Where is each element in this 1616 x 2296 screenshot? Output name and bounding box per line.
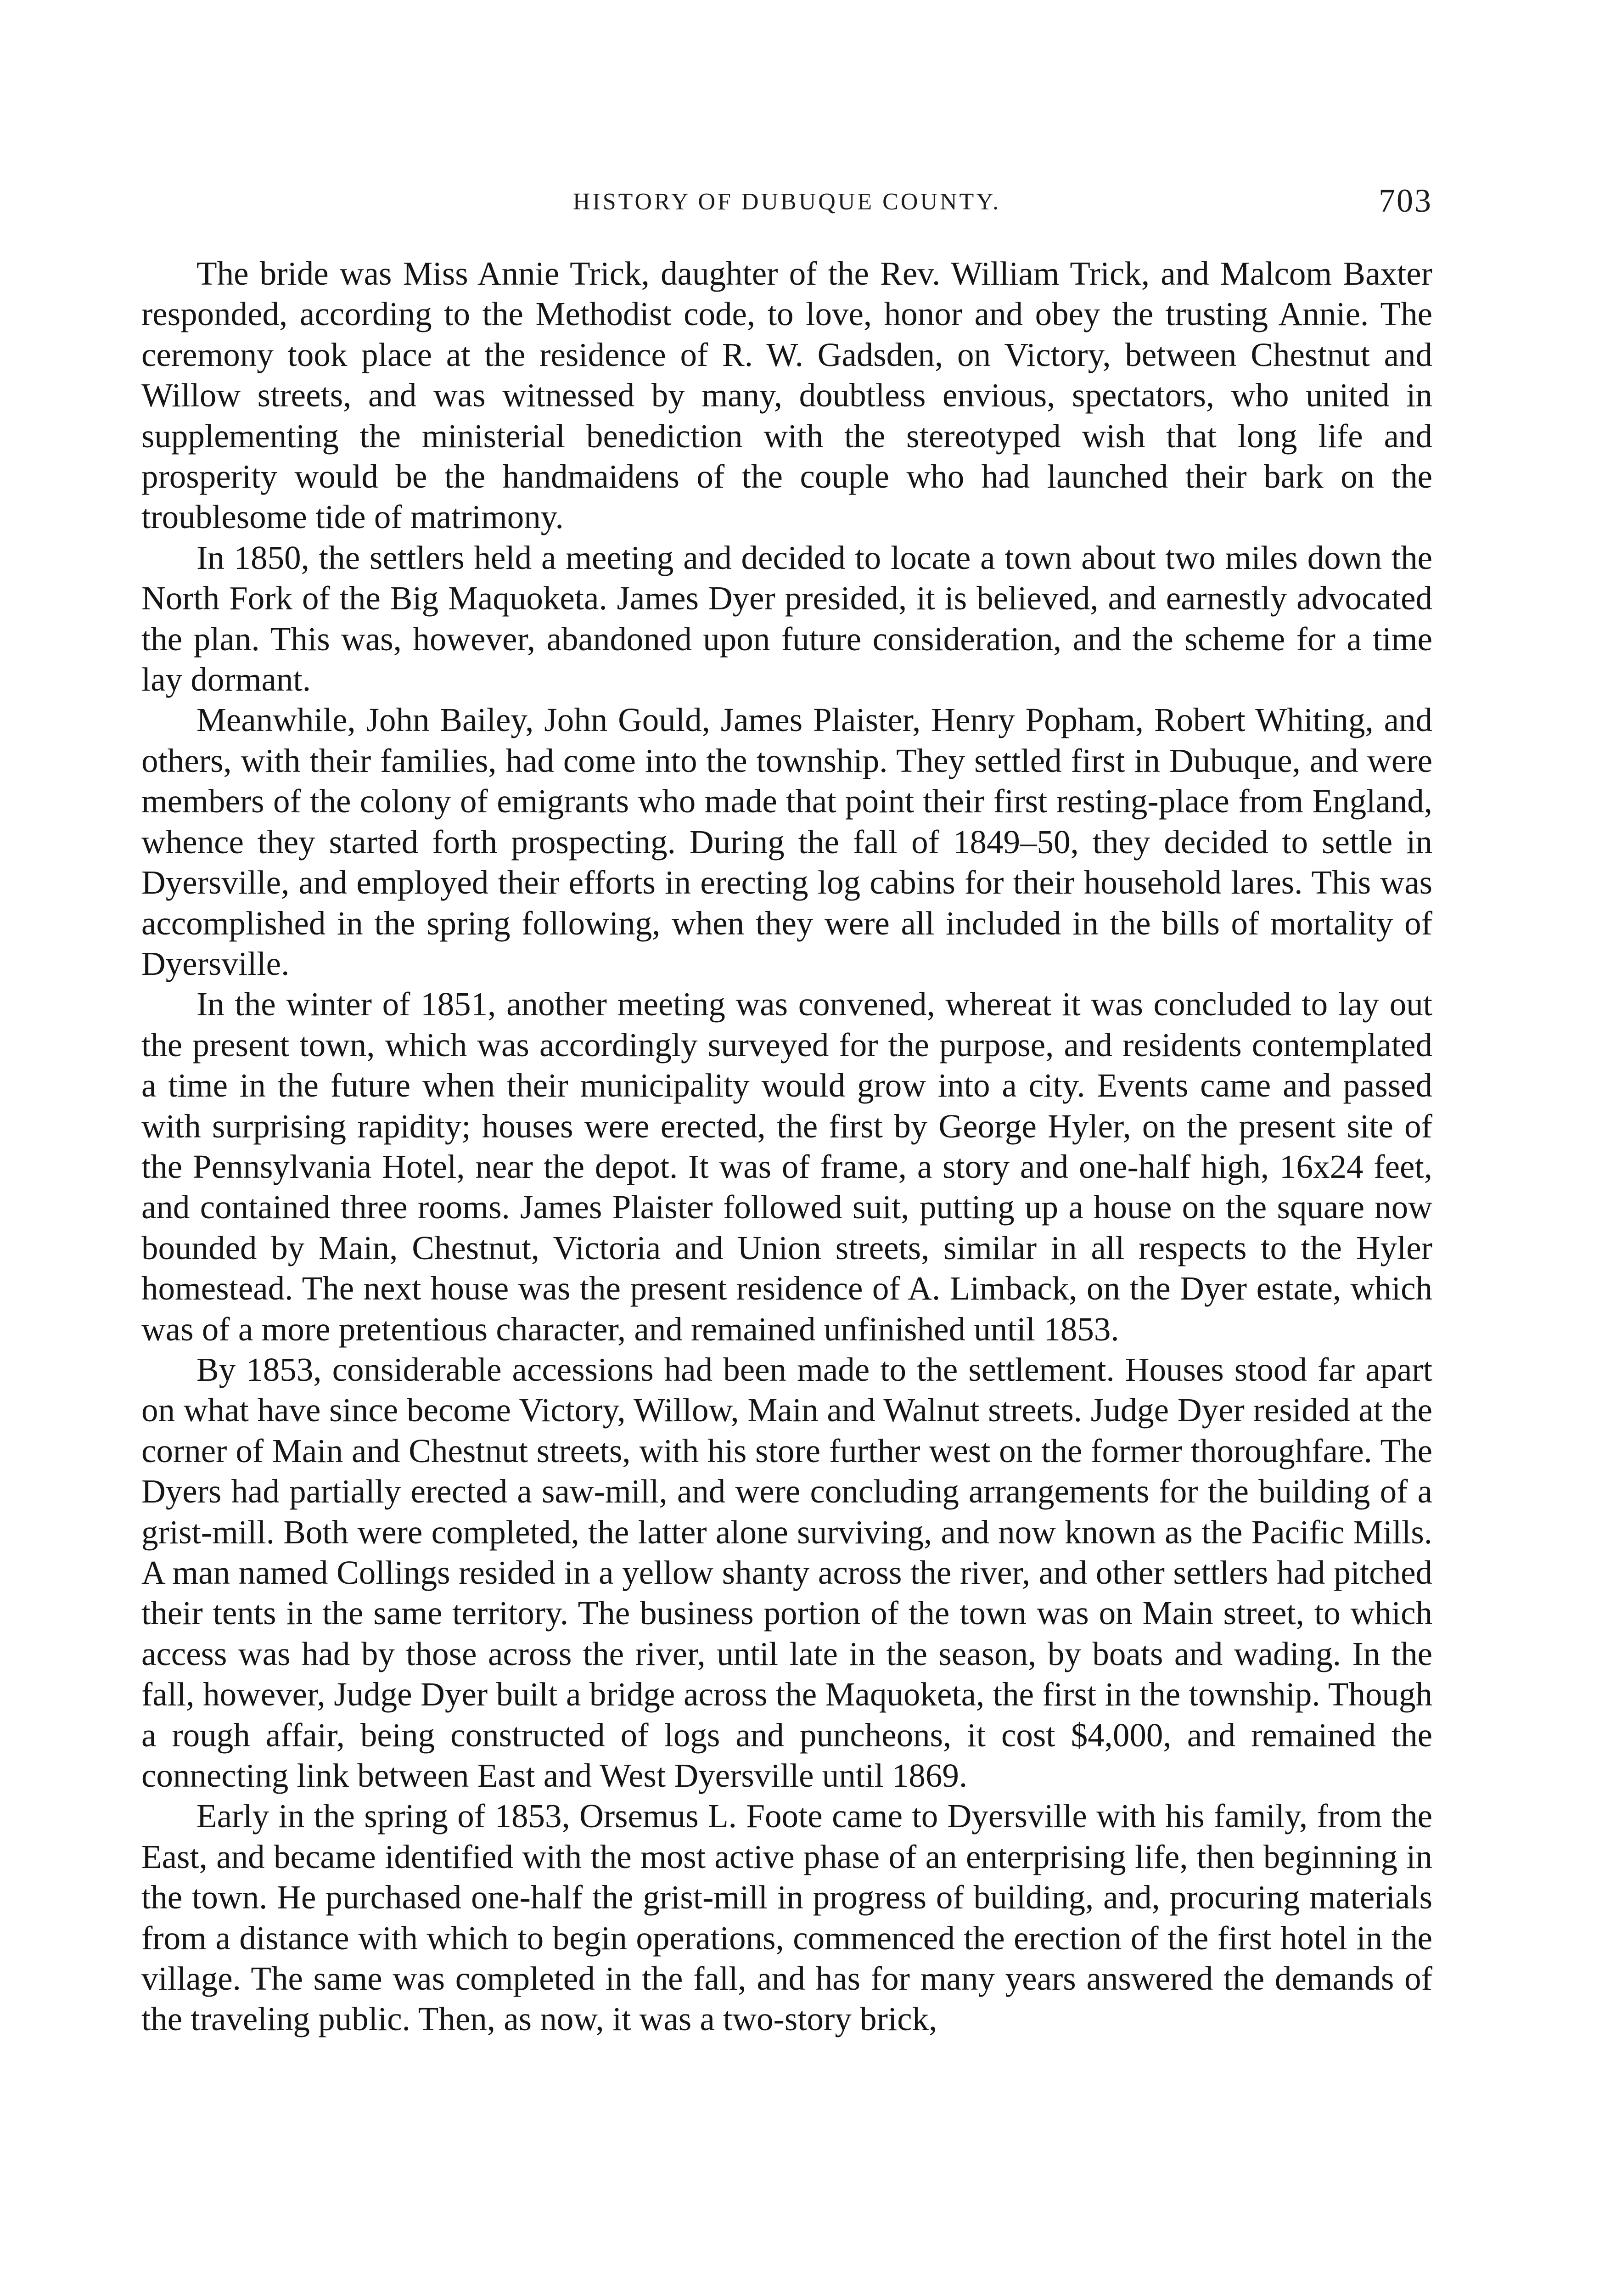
running-title: HISTORY OF DUBUQUE COUNTY. [572, 189, 1001, 215]
paragraph-foote-hotel: Early in the spring of 1853, Orsemus L. Foote came to Dyersville with his family, from the East, and became identified with the most active phase of an enterprising life, then beginning in the town. He purchased one-half the grist-mill in progress of building, and, procuring materials from a distance with which to begin operations, commenced the erection of the first hotel in the village. The same was completed in the fall, and has for many years answered the demands of the traveling public. Then, as now, it was a two-story brick, [141, 1797, 1432, 2038]
paragraph-bride: The bride was Miss Annie Trick, daughter of the Rev. William Trick, and Malcom Baxter responded, according to the Methodist code, to love, honor and obey the trusting Annie. The ceremony took place at the residence of R. W. Gadsden, on Victory, between Chestnut and Willow streets, and was witnessed by many, doubtless envious, spectators, who united in supplementing the ministerial benediction with the stereotyped wish that long life and prosperity would be the handmaidens of the couple who had launched their bark on the troublesome tide of matrimony. [141, 255, 1432, 536]
page-header [141, 180, 1432, 226]
paragraph-settlers-arrival: Meanwhile, John Bailey, John Gould, James Plaister, Henry Popham, Robert Whiting, and others, with their families, had come into the township. They settled first in Dubuque, and were members of the colony of emigrants who made that point their first resting-place from England, whence they started forth prospecting. During the fall of 1849–50, they decided to settle in Dyersville, and employed their efforts in erecting log cabins for their household lares. This was accomplished in the spring following, when they were all included in the bills of mortality of Dyersville. [141, 701, 1432, 982]
page-number: 703 [1379, 182, 1432, 219]
body-text [141, 253, 1432, 2040]
paragraph-1853-settlement: By 1853, considerable accessions had been made to the settlement. Houses stood far apart on what have since become Victory, Willow, Main and Walnut streets. Judge Dyer resided at the corner of Main and Chestnut streets, with his store further west on the former thoroughfare. The Dyers had partially erected a saw-mill, and were concluding arrangements for the building of a grist-mill. Both were completed, the latter alone surviving, and now known as the Pacific Mills. A man named Collings resided in a yellow shanty across the river, and other settlers had pitched their tents in the same territory. The business portion of the town was on Main street, to which access was had by those across the river, until late in the season, by boats and wading. In the fall, however, Judge Dyer built a bridge across the Maquoketa, the first in the township. Though a rough affair, being constructed of logs and puncheons, it cost $4,000, and remained the connecting link between East and West Dyersville until 1869. [141, 1351, 1432, 1795]
paragraph-1850-meeting: In 1850, the settlers held a meeting and decided to locate a town about two miles down the North Fork of the Big Maquoketa. James Dyer presided, it is believed, and earnestly advocated the plan. This was, however, abandoned upon future consideration, and the scheme for a time lay dormant. [141, 539, 1432, 698]
paragraph-1851-town-survey: In the winter of 1851, another meeting was convened, whereat it was concluded to lay out the present town, which was accordingly surveyed for the purpose, and residents contemplated a time in the future when their municipality would grow into a city. Events came and passed with surprising rapidity; houses were erected, the first by George Hyler, on the present site of the Pennsylvania Hotel, near the depot. It was of frame, a story and one-half high, 16x24 feet, and contained three rooms. James Plaister followed suit, putting up a house on the square now bounded by Main, Chestnut, Victoria and Union streets, similar in all respects to the Hyler homestead. The next house was the present residence of A. Limback, on the Dyer estate, which was of a more pretentious character, and remained unfinished until 1853. [141, 985, 1432, 1348]
